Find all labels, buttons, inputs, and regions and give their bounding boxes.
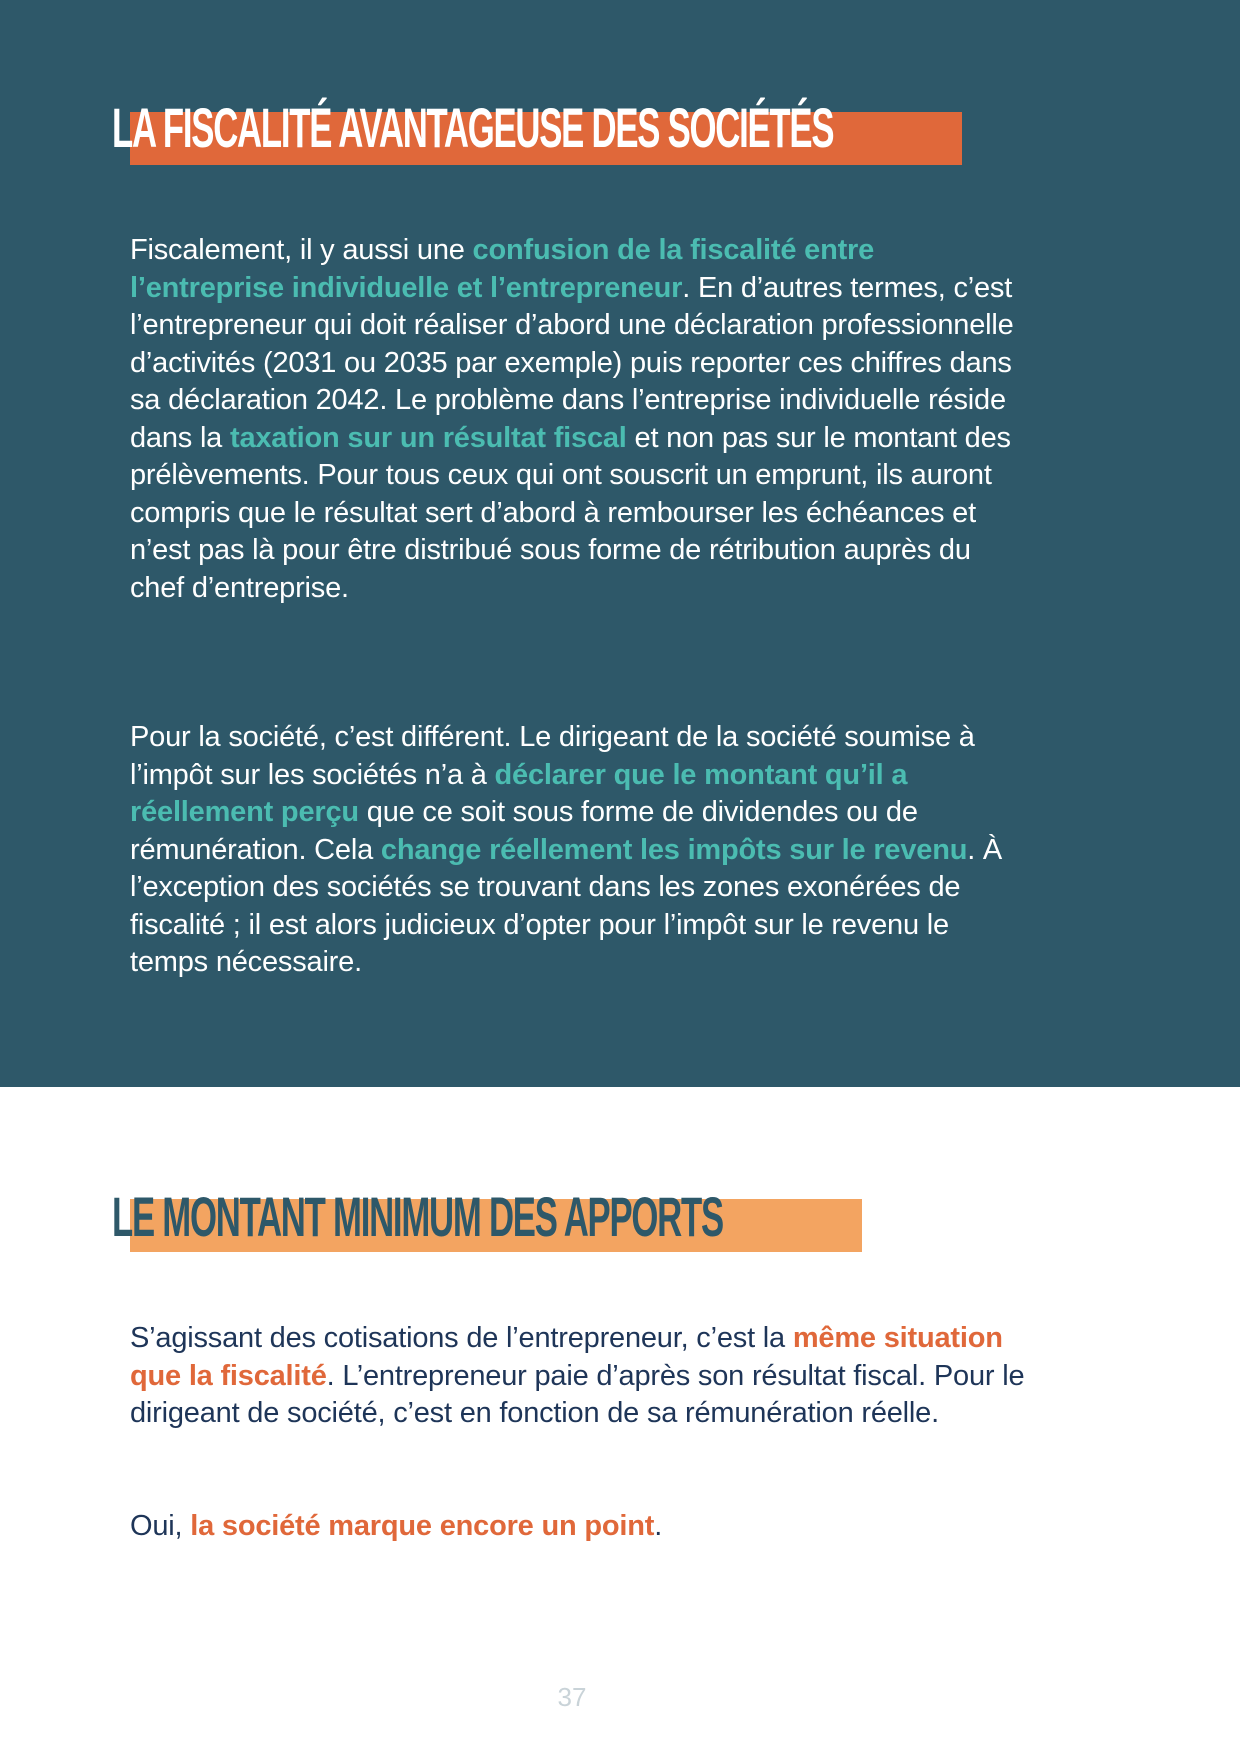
paragraph-fiscalite-societe: [130, 719, 1030, 982]
text: . En d’autres termes, c’est l’entrepreneur qui doit réaliser d’abord une déclaration professionnelle d’activités (2031 ou 2035 par exemple) puis reporter ces chiffres dans sa déclaration 2042. Le problème dans l’entreprise individuelle réside dans la: [130, 271, 1014, 454]
paragraph-cotisations: [130, 1320, 1030, 1433]
text: et non pas sur le montant des prélèvements. Pour tous ceux qui ont souscrit un emprunt, ils auront compris que le résultat sert d’abord à rembourser les échéances et n’est pas là pour être distribué sous forme de rétribution auprès du chef d’entreprise.: [130, 421, 1011, 604]
text: Oui,: [130, 1510, 191, 1542]
text: . L’entrepreneur paie d’après son résultat fiscal. Pour le dirigeant de société, c’est en fonction de sa rémunération réelle.: [130, 1359, 1025, 1429]
paragraph-conclusion: [130, 1508, 1030, 1546]
highlight: confusion de la fiscalité entre l’entreprise individuelle et l’entrepreneur: [130, 234, 875, 304]
page-number: 37: [557, 1682, 587, 1712]
text: Fiscalement, il y aussi une: [130, 234, 473, 266]
text: . À l’exception des sociétés se trouvant dans les zones exonérées de fiscalité ; il est alors judicieux d’opter pour l’impôt sur le revenu le temps nécessaire.: [130, 833, 1003, 978]
text: que ce soit sous forme de dividendes ou de rémunération. Cela: [130, 796, 918, 866]
highlight: change réellement les impôts sur le revenu: [380, 833, 968, 866]
text: .: [654, 1510, 663, 1542]
highlight: taxation sur un résultat fiscal: [229, 421, 627, 454]
highlight: la société marque encore un point: [190, 1510, 655, 1542]
heading-title: LA FISCALITÉ AVANTAGEUSE DES SOCIÉTÉS: [112, 96, 834, 159]
paragraph-fiscalite-entreprise-individuelle: [130, 232, 1030, 607]
text: Pour la société, c’est différent. Le dirigeant de la société soumise à l’impôt sur les sociétés n’a à: [130, 721, 975, 791]
highlight: même situation que la fiscalité: [130, 1322, 1003, 1392]
text: S’agissant des cotisations de l’entrepreneur, c’est la: [130, 1322, 793, 1354]
highlight: déclarer que le montant qu’il a réellement perçu: [130, 758, 908, 828]
heading-title: LE MONTANT MINIMUM DES APPORTS: [112, 1185, 723, 1248]
